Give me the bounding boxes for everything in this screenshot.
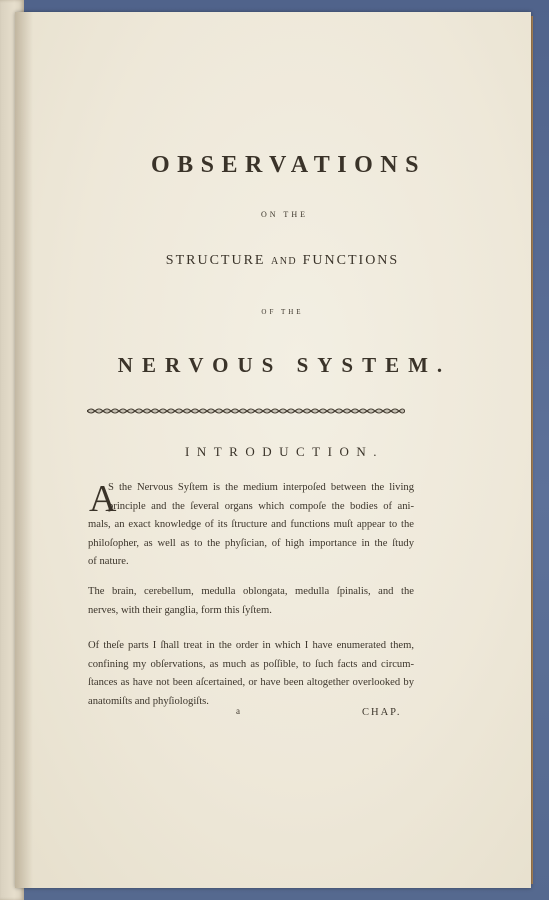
on-the-line: ON THE [261, 210, 308, 219]
introduction-heading: INTRODUCTION. [185, 444, 384, 459]
paragraph-1 [88, 479, 414, 572]
decorative-rule-ornament [87, 406, 405, 416]
catchword: CHAP. [362, 707, 402, 718]
paragraph-line: principle and the ſeveral organs which compoſe the bodies of ani- [108, 500, 414, 512]
of-the-line: OF THE [261, 308, 304, 316]
drop-cap: A [89, 478, 117, 520]
paragraph-line: mals, an exact knowledge of its ſtructure and functions muſt appear to the [88, 519, 414, 530]
paragraph-line: The brain, cerebellum, medulla oblongata, medulla ſpinalis, and the [88, 586, 414, 597]
paragraph-line: ſtances as have not been aſcertained, or have been altogether overlooked by [88, 677, 414, 688]
main-title: OBSERVATIONS [150, 152, 426, 178]
nervous-system-title: NERVOUS SYSTEM. [117, 353, 452, 377]
subtitle-and: AND [270, 256, 298, 267]
paragraph-line: S the Nervous Syſtem is the medium interpoſed between the living [108, 482, 414, 493]
paragraph-line: anatomiſts and phyſiologiſts. [88, 695, 209, 707]
subtitle-structure: STRUCTURE [165, 253, 266, 268]
paragraph-line: confining my obſervations, as much as poſſible, to ſuch facts and circum- [88, 658, 414, 670]
paragraph-2 [88, 583, 414, 620]
paragraph-line: Of theſe parts I ſhall treat in the order in which I have enumerated them, [88, 640, 414, 651]
paragraph-line: philoſopher, as well as to the phyſician, of high importance in the ſtudy [88, 537, 414, 549]
paragraph-3 [88, 637, 414, 711]
paragraph-line: nerves, with their ganglia, form this ſyſtem. [88, 604, 272, 616]
subtitle-line [0, 253, 549, 269]
signature-mark: a [236, 706, 240, 716]
subtitle-functions: FUNCTIONS [302, 253, 400, 268]
paragraph-line: of nature. [88, 556, 129, 567]
